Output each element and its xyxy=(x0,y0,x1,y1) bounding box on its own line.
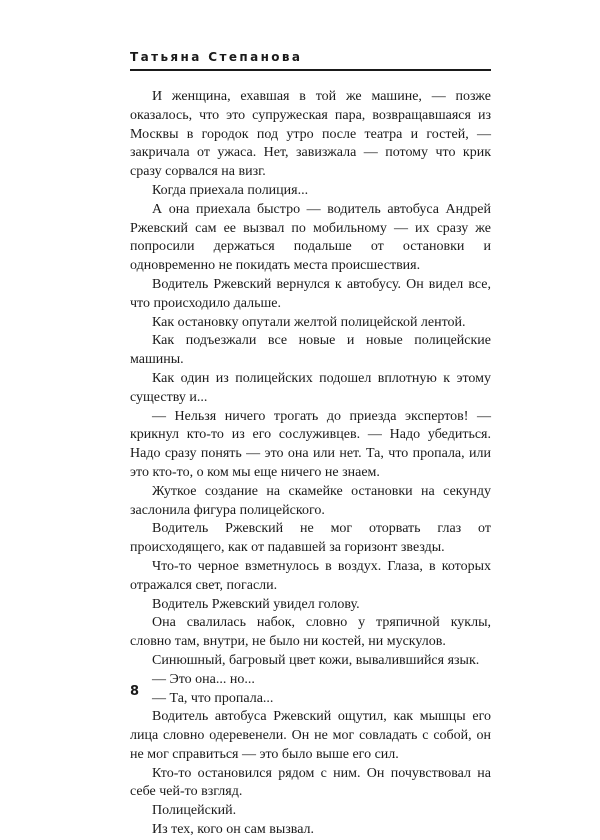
paragraph: Полицейский. xyxy=(152,803,237,819)
header-rule xyxy=(130,69,491,71)
paragraph: Синюшный, багровый цвет кожи, вывалившийся язык. xyxy=(152,652,480,668)
paragraph: Как остановку опутали желтой полицейской лентой. xyxy=(152,314,466,330)
paragraph: Водитель автобуса Ржевский ощутил, как мышцы его лица словно одеревенели. Он не мог совладать с собой, он не мог справиться — это было выше его сил. xyxy=(130,709,491,762)
paragraph: А она приехала быстро — водитель автобуса Андрей Ржевский сам ее вызвал по мобильному — их сразу же попросили держаться подальше от остановки и одновременно не покидать места происшествия. xyxy=(130,201,491,274)
paragraph: Водитель Ржевский увидел голову. xyxy=(152,596,360,612)
paragraph: Кто-то остановился рядом с ним. Он почувствовал на себе чей-то взгляд. xyxy=(130,765,491,800)
running-header: Татьяна Степанова xyxy=(130,50,303,64)
paragraph: Как один из полицейских подошел вплотную к этому существу и... xyxy=(130,370,491,405)
paragraph: Когда приехала полиция... xyxy=(152,182,309,198)
page-number: 8 xyxy=(130,684,140,699)
paragraph: Водитель Ржевский не мог оторвать глаз от происходящего, как от падавшей за горизонт звезды. xyxy=(130,521,491,556)
paragraph: — Это она... но... xyxy=(152,671,255,687)
paragraph: Как подъезжали все новые и новые полицейские машины. xyxy=(130,333,491,368)
paragraph: Она свалилась набок, словно у тряпичной куклы, словно там, внутри, не было ни костей, ни мускулов. xyxy=(130,615,491,650)
body-text xyxy=(130,88,491,840)
paragraph: — Та, что пропала... xyxy=(152,690,274,706)
paragraph: Водитель Ржевский вернулся к автобусу. Он видел все, что происходило дальше. xyxy=(130,276,491,311)
paragraph: Из тех, кого он сам вызвал. xyxy=(152,822,315,838)
paragraph: Что-то черное взметнулось в воздух. Глаза, в которых отражался свет, погасли. xyxy=(130,558,491,593)
paragraph: — Нельзя ничего трогать до приезда экспертов! — крикнул кто-то из его сослуживцев. — Надо убедиться. Надо сразу понять — это она или нет. Та, что пропала, или это кто-то, о ком мы еще ничего не знаем. xyxy=(130,408,491,480)
paragraph: И женщина, ехавшая в той же машине, — позже оказалось, что это супружеская пара, возвращавшаяся из Москвы в городок под утро после театра и гостей, — закричала от ужаса. Нет, завизжала — потому что крик сразу сорвался на визг. xyxy=(130,89,491,180)
paragraph: Жуткое создание на скамейке остановки на секунду заслонила фигура полицейского. xyxy=(130,483,491,518)
